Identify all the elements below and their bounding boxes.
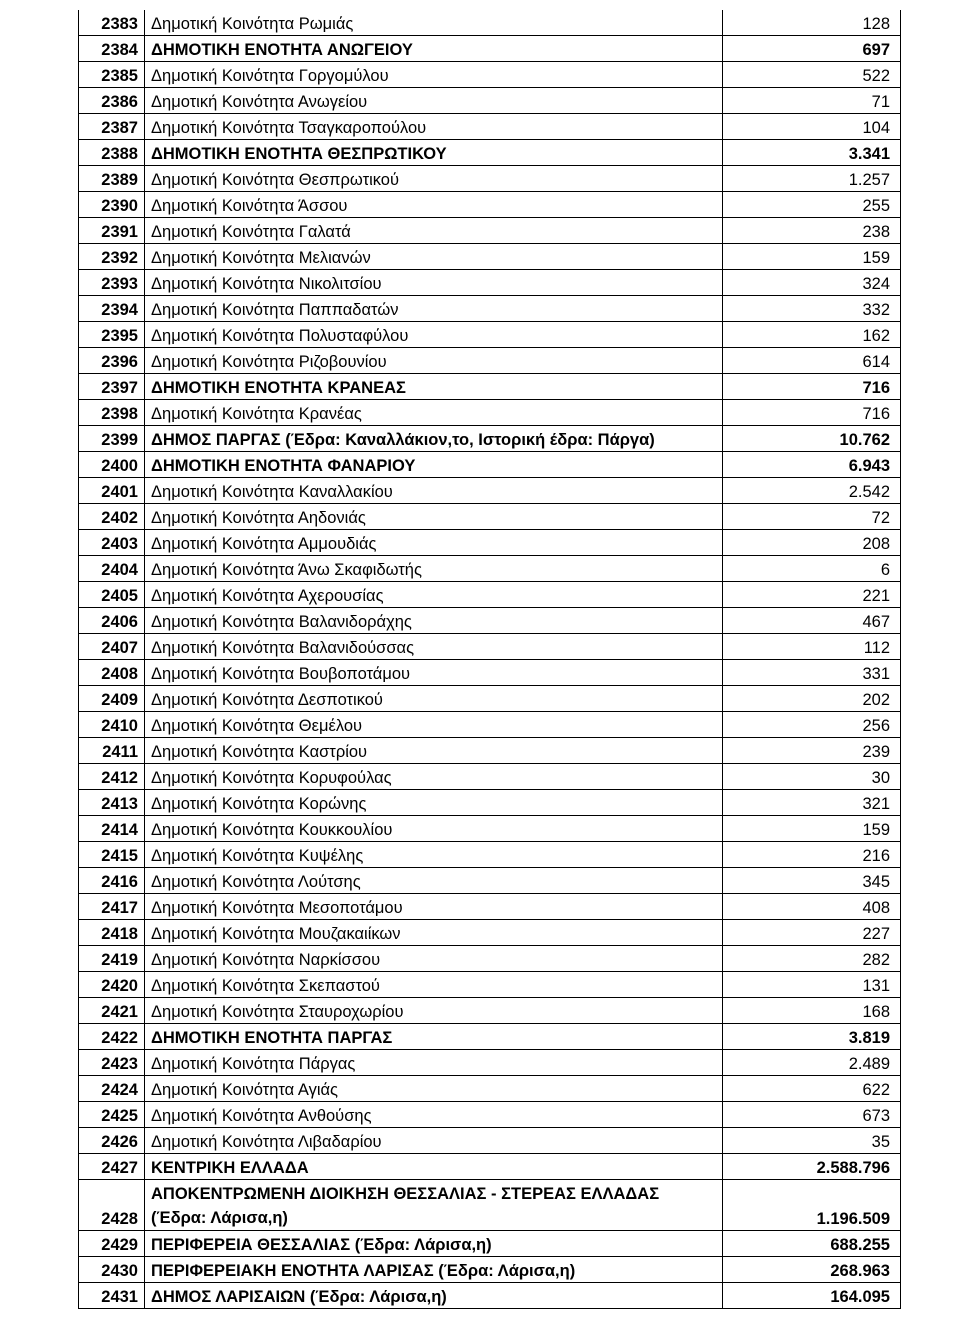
population-value: 164.095 — [723, 1283, 901, 1309]
table-row — [79, 946, 901, 972]
document-page — [78, 10, 900, 1309]
table-row — [79, 972, 901, 998]
table-row — [79, 296, 901, 322]
area-name: ΚΕΝΤΡΙΚΗ ΕΛΛΑΔΑ — [145, 1154, 723, 1180]
area-name: Δημοτική Κοινότητα Κυψέλης — [145, 842, 723, 868]
row-number: 2394 — [79, 296, 145, 322]
population-value: 10.762 — [723, 426, 901, 452]
row-number: 2425 — [79, 1102, 145, 1128]
row-number: 2388 — [79, 140, 145, 166]
population-value: 168 — [723, 998, 901, 1024]
area-name: Δημοτική Κοινότητα Άνω Σκαφιδωτής — [145, 556, 723, 582]
population-value: 614 — [723, 348, 901, 374]
table-row — [79, 244, 901, 270]
population-value: 216 — [723, 842, 901, 868]
table-row — [79, 10, 901, 36]
row-number: 2419 — [79, 946, 145, 972]
population-value: 622 — [723, 1076, 901, 1102]
area-name: Δημοτική Κοινότητα Βαλανιδοράχης — [145, 608, 723, 634]
area-name: ΔΗΜΟΤΙΚΗ ΕΝΟΤΗΤΑ ΦΑΝΑΡΙΟΥ — [145, 452, 723, 478]
population-value: 321 — [723, 790, 901, 816]
row-number: 2402 — [79, 504, 145, 530]
table-row — [79, 660, 901, 686]
row-number: 2414 — [79, 816, 145, 842]
population-value: 162 — [723, 322, 901, 348]
area-name: Δημοτική Κοινότητα Βουβοποτάμου — [145, 660, 723, 686]
population-value: 104 — [723, 114, 901, 140]
table-row — [79, 478, 901, 504]
table-row — [79, 36, 901, 62]
area-name: ΔΗΜΟΤΙΚΗ ΕΝΟΤΗΤΑ ΑΝΩΓΕΙΟΥ — [145, 36, 723, 62]
table-row — [79, 1076, 901, 1102]
population-value: 6.943 — [723, 452, 901, 478]
population-value: 688.255 — [723, 1231, 901, 1257]
population-value: 256 — [723, 712, 901, 738]
row-number: 2429 — [79, 1231, 145, 1257]
area-name: Δημοτική Κοινότητα Ανωγείου — [145, 88, 723, 114]
population-value: 522 — [723, 62, 901, 88]
area-name: Δημοτική Κοινότητα Καστρίου — [145, 738, 723, 764]
row-number: 2405 — [79, 582, 145, 608]
row-number: 2415 — [79, 842, 145, 868]
area-name: Δημοτική Κοινότητα Αμμουδιάς — [145, 530, 723, 556]
population-value: 227 — [723, 920, 901, 946]
area-name: Δημοτική Κοινότητα Ριζοβουνίου — [145, 348, 723, 374]
area-name: Δημοτική Κοινότητα Γοργομύλου — [145, 62, 723, 88]
table-row — [79, 62, 901, 88]
population-value: 2.489 — [723, 1050, 901, 1076]
table-row — [79, 504, 901, 530]
population-value: 72 — [723, 504, 901, 530]
row-number: 2383 — [79, 10, 145, 36]
population-value: 112 — [723, 634, 901, 660]
area-name: Δημοτική Κοινότητα Δεσποτικού — [145, 686, 723, 712]
row-number: 2421 — [79, 998, 145, 1024]
area-name: Δημοτική Κοινότητα Νικολιτσίου — [145, 270, 723, 296]
table-row — [79, 712, 901, 738]
table-row — [79, 1024, 901, 1050]
area-name: ΔΗΜΟΤΙΚΗ ΕΝΟΤΗΤΑ ΘΕΣΠΡΩΤΙΚΟΥ — [145, 140, 723, 166]
area-name: Δημοτική Κοινότητα Σταυροχωρίου — [145, 998, 723, 1024]
row-number: 2412 — [79, 764, 145, 790]
table-row — [79, 114, 901, 140]
population-value: 221 — [723, 582, 901, 608]
area-name: Δημοτική Κοινότητα Μεσοποτάμου — [145, 894, 723, 920]
area-name: ΠΕΡΙΦΕΡΕΙΑΚΗ ΕΝΟΤΗΤΑ ΛΑΡΙΣΑΣ (Έδρα: Λάρισα,η) — [145, 1257, 723, 1283]
area-name: Δημοτική Κοινότητα Πάργας — [145, 1050, 723, 1076]
area-name: Δημοτική Κοινότητα Σκεπαστού — [145, 972, 723, 998]
table-row — [79, 400, 901, 426]
population-value: 238 — [723, 218, 901, 244]
row-number: 2390 — [79, 192, 145, 218]
population-value: 3.341 — [723, 140, 901, 166]
table-row — [79, 556, 901, 582]
population-value: 159 — [723, 816, 901, 842]
area-name: Δημοτική Κοινότητα Άσσου — [145, 192, 723, 218]
area-name: Δημοτική Κοινότητα Γαλατά — [145, 218, 723, 244]
area-name: Δημοτική Κοινότητα Βαλανιδούσσας — [145, 634, 723, 660]
table-row — [79, 738, 901, 764]
area-name: Δημοτική Κοινότητα Θεμέλου — [145, 712, 723, 738]
table-row — [79, 166, 901, 192]
population-value: 208 — [723, 530, 901, 556]
table-row — [79, 530, 901, 556]
population-value: 697 — [723, 36, 901, 62]
population-value: 1.257 — [723, 166, 901, 192]
area-name: Δημοτική Κοινότητα Αγιάς — [145, 1076, 723, 1102]
row-number: 2393 — [79, 270, 145, 296]
table-row — [79, 868, 901, 894]
row-number: 2428 — [79, 1180, 145, 1231]
table-row — [79, 1050, 901, 1076]
row-number: 2397 — [79, 374, 145, 400]
table-row — [79, 452, 901, 478]
area-name: Δημοτική Κοινότητα Λούτσης — [145, 868, 723, 894]
population-value: 35 — [723, 1128, 901, 1154]
table-row — [79, 1128, 901, 1154]
table-row — [79, 1180, 901, 1231]
area-name: Δημοτική Κοινότητα Πολυσταφύλου — [145, 322, 723, 348]
population-value: 202 — [723, 686, 901, 712]
row-number: 2409 — [79, 686, 145, 712]
row-number: 2422 — [79, 1024, 145, 1050]
table-row — [79, 816, 901, 842]
population-value: 345 — [723, 868, 901, 894]
population-value: 673 — [723, 1102, 901, 1128]
population-value: 408 — [723, 894, 901, 920]
population-value: 2.588.796 — [723, 1154, 901, 1180]
row-number: 2411 — [79, 738, 145, 764]
population-value: 71 — [723, 88, 901, 114]
table-row — [79, 270, 901, 296]
row-number: 2395 — [79, 322, 145, 348]
population-value: 268.963 — [723, 1257, 901, 1283]
row-number: 2427 — [79, 1154, 145, 1180]
table-row — [79, 842, 901, 868]
population-value: 1.196.509 — [723, 1180, 901, 1231]
area-name: ΔΗΜΟΣ ΛΑΡΙΣΑΙΩΝ (Έδρα: Λάρισα,η) — [145, 1283, 723, 1309]
row-number: 2420 — [79, 972, 145, 998]
row-number: 2417 — [79, 894, 145, 920]
row-number: 2398 — [79, 400, 145, 426]
area-name: ΔΗΜΟΣ ΠΑΡΓΑΣ (Έδρα: Καναλλάκιον,το, Ιστορική έδρα: Πάργα) — [145, 426, 723, 452]
table-row — [79, 1102, 901, 1128]
row-number: 2423 — [79, 1050, 145, 1076]
row-number: 2396 — [79, 348, 145, 374]
population-value: 239 — [723, 738, 901, 764]
area-name: Δημοτική Κοινότητα Αηδονιάς — [145, 504, 723, 530]
population-value: 255 — [723, 192, 901, 218]
table-row — [79, 790, 901, 816]
row-number: 2404 — [79, 556, 145, 582]
table-row — [79, 348, 901, 374]
table-row — [79, 764, 901, 790]
row-number: 2430 — [79, 1257, 145, 1283]
area-name: Δημοτική Κοινότητα Θεσπρωτικού — [145, 166, 723, 192]
table-row — [79, 998, 901, 1024]
area-name: ΠΕΡΙΦΕΡΕΙΑ ΘΕΣΣΑΛΙΑΣ (Έδρα: Λάρισα,η) — [145, 1231, 723, 1257]
area-name: Δημοτική Κοινότητα Μουζακαιίκων — [145, 920, 723, 946]
population-value: 716 — [723, 374, 901, 400]
area-name: Δημοτική Κοινότητα Κρανέας — [145, 400, 723, 426]
area-name: Δημοτική Κοινότητα Ανθούσης — [145, 1102, 723, 1128]
area-name: Δημοτική Κοινότητα Τσαγκαροπούλου — [145, 114, 723, 140]
table-row — [79, 1257, 901, 1283]
population-value: 332 — [723, 296, 901, 322]
area-name: Δημοτική Κοινότητα Καναλλακίου — [145, 478, 723, 504]
table-row — [79, 1154, 901, 1180]
area-name: Δημοτική Κοινότητα Παππαδατών — [145, 296, 723, 322]
area-name: Δημοτική Κοινότητα Μελιανών — [145, 244, 723, 270]
area-name: Δημοτική Κοινότητα Ρωμιάς — [145, 10, 723, 36]
table-row — [79, 218, 901, 244]
row-number: 2392 — [79, 244, 145, 270]
table-row — [79, 1231, 901, 1257]
row-number: 2424 — [79, 1076, 145, 1102]
table-row — [79, 374, 901, 400]
area-name: ΔΗΜΟΤΙΚΗ ΕΝΟΤΗΤΑ ΠΑΡΓΑΣ — [145, 1024, 723, 1050]
table-row — [79, 88, 901, 114]
row-number: 2407 — [79, 634, 145, 660]
table-row — [79, 1283, 901, 1309]
population-value: 282 — [723, 946, 901, 972]
row-number: 2400 — [79, 452, 145, 478]
row-number: 2406 — [79, 608, 145, 634]
population-value: 467 — [723, 608, 901, 634]
row-number: 2384 — [79, 36, 145, 62]
table-row — [79, 894, 901, 920]
row-number: 2413 — [79, 790, 145, 816]
table-row — [79, 686, 901, 712]
population-value: 3.819 — [723, 1024, 901, 1050]
area-name: ΑΠΟΚΕΝΤΡΩΜΕΝΗ ΔΙΟΙΚΗΣΗ ΘΕΣΣΑΛΙΑΣ - ΣΤΕΡΕΑΣ ΕΛΛΑΔΑΣ (Έδρα: Λάρισα,η) — [145, 1180, 723, 1231]
area-name: ΔΗΜΟΤΙΚΗ ΕΝΟΤΗΤΑ ΚΡΑΝΕΑΣ — [145, 374, 723, 400]
row-number: 2418 — [79, 920, 145, 946]
population-value: 128 — [723, 10, 901, 36]
row-number: 2426 — [79, 1128, 145, 1154]
row-number: 2410 — [79, 712, 145, 738]
population-value: 331 — [723, 660, 901, 686]
table-row — [79, 582, 901, 608]
table-row — [79, 634, 901, 660]
row-number: 2431 — [79, 1283, 145, 1309]
row-number: 2385 — [79, 62, 145, 88]
row-number: 2386 — [79, 88, 145, 114]
table-row — [79, 322, 901, 348]
row-number: 2387 — [79, 114, 145, 140]
area-name: Δημοτική Κοινότητα Αχερουσίας — [145, 582, 723, 608]
table-row — [79, 192, 901, 218]
population-value: 6 — [723, 556, 901, 582]
area-name: Δημοτική Κοινότητα Ναρκίσσου — [145, 946, 723, 972]
area-name: Δημοτική Κοινότητα Κουκκουλίου — [145, 816, 723, 842]
row-number: 2389 — [79, 166, 145, 192]
area-name: Δημοτική Κοινότητα Κορώνης — [145, 790, 723, 816]
table-row — [79, 608, 901, 634]
area-name: Δημοτική Κοινότητα Λιβαδαρίου — [145, 1128, 723, 1154]
table-row — [79, 426, 901, 452]
population-value: 131 — [723, 972, 901, 998]
table-row — [79, 140, 901, 166]
table-body — [79, 10, 901, 1309]
population-value: 30 — [723, 764, 901, 790]
population-table — [78, 10, 901, 1309]
population-value: 2.542 — [723, 478, 901, 504]
row-number: 2401 — [79, 478, 145, 504]
population-value: 159 — [723, 244, 901, 270]
row-number: 2391 — [79, 218, 145, 244]
table-row — [79, 920, 901, 946]
row-number: 2416 — [79, 868, 145, 894]
population-value: 716 — [723, 400, 901, 426]
population-value: 324 — [723, 270, 901, 296]
row-number: 2403 — [79, 530, 145, 556]
row-number: 2408 — [79, 660, 145, 686]
row-number: 2399 — [79, 426, 145, 452]
area-name: Δημοτική Κοινότητα Κορυφούλας — [145, 764, 723, 790]
